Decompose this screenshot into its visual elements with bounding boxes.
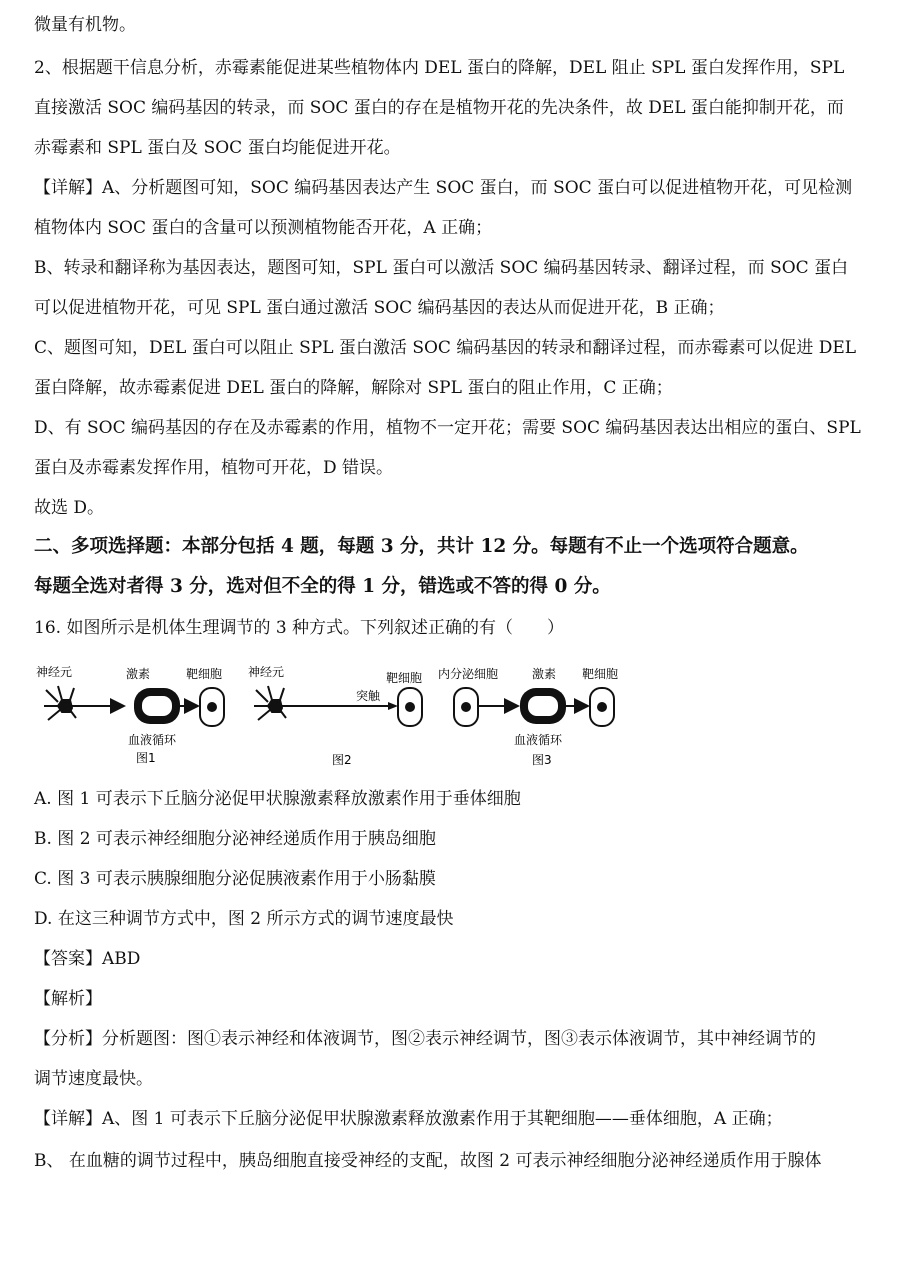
- text-line-1: 微量有机物。: [34, 15, 136, 35]
- analysis-line-3: 【详解】A、图 1 可表示下丘脑分泌促甲状腺激素释放激素作用于其靶细胞——垂体细胞，A 正确；: [34, 1109, 783, 1129]
- fig3-caption: 图3: [532, 753, 552, 767]
- text-line-2: 2、根据题干信息分析，赤霉素能促进某些植物体内 DEL 蛋白的降解，DEL 阻止 SPL 蛋白发挥作用，SPL: [34, 58, 845, 78]
- fig2-caption: 图2: [332, 753, 352, 767]
- fig2-synapse-terminal: [388, 702, 398, 710]
- section-heading-line-1: 二、多项选择题：本部分包括 4 题，每题 3 分，共计 12 分。每题有不止一个选项符合题意。: [34, 536, 809, 557]
- fig3-hormone-label: 激素: [532, 667, 557, 681]
- analysis-label: 【解析】: [34, 989, 102, 1009]
- fig1-neuron-label: 神经元: [36, 665, 73, 679]
- fig3-circulation-label: 血液循环: [514, 733, 563, 747]
- fig3-endocrine-label: 内分泌细胞: [438, 667, 499, 681]
- text-line-10: 蛋白降解，故赤霉素促进 DEL 蛋白的降解，解除对 SPL 蛋白的阻止作用，C 正确；: [34, 378, 673, 398]
- fig3-target-label: 靶细胞: [582, 667, 619, 681]
- text-line-5: 【详解】A、分析题图可知，SOC 编码基因表达产生 SOC 蛋白，而 SOC 蛋白可以促进植物开花，可见检测: [34, 178, 853, 198]
- figure-3: [438, 666, 618, 767]
- fig2-synapse-label: 突触: [356, 689, 381, 703]
- fig1-hormone-label: 激素: [126, 667, 151, 681]
- analysis-line-1: 【分析】分析题图：图①表示神经和体液调节，图②表示神经调节，图③表示体液调节，其中神经调节的: [34, 1029, 816, 1049]
- fig2-neuron-icon: [254, 686, 286, 720]
- figure-1: [36, 664, 224, 765]
- option-b: B. 图 2 可表示神经细胞分泌神经递质作用于胰岛细胞: [34, 829, 436, 849]
- text-line-11: D、有 SOC 编码基因的存在及赤霉素的作用，植物不一定开花；需要 SOC 编码基因表达出相应的蛋白、SPL: [34, 418, 861, 438]
- option-c: C. 图 3 可表示胰腺细胞分泌促胰液素作用于小肠黏膜: [34, 869, 436, 889]
- option-d: D. 在这三种调节方式中，图 2 所示方式的调节速度最快: [34, 909, 454, 929]
- fig1-neuron-icon: [44, 686, 76, 720]
- answer-line: 【答案】ABD: [34, 949, 141, 969]
- text-line-9: C、题图可知，DEL 蛋白可以阻止 SPL 蛋白激活 SOC 编码基因的转录和翻译过程，而赤霉素可以促进 DEL: [34, 338, 857, 358]
- question-stem: 16. 如图所示是机体生理调节的 3 种方式。下列叙述正确的有（ ）: [34, 618, 565, 638]
- analysis-line-2: 调节速度最快。: [34, 1069, 153, 1089]
- figure-2: [248, 664, 422, 767]
- regulation-figure: [36, 660, 636, 779]
- text-line-6: 植物体内 SOC 蛋白的含量可以预测植物能否开花，A 正确；: [34, 218, 493, 238]
- analysis-line-4: B、 在血糖的调节过程中，胰岛细胞直接受神经的支配，故图 2 可表示神经细胞分泌神经递质作用于腺体: [34, 1151, 822, 1171]
- text-line-13: 故选 D。: [34, 498, 105, 518]
- text-line-3: 直接激活 SOC 编码基因的转录，而 SOC 蛋白的存在是植物开花的先决条件，故 DEL 蛋白能抑制开花，而: [34, 98, 844, 118]
- text-line-7: B、转录和翻译称为基因表达，题图可知，SPL 蛋白可以激活 SOC 编码基因转录、翻译过程，而 SOC 蛋白: [34, 258, 849, 278]
- text-line-12: 蛋白及赤霉素发挥作用，植物可开花，D 错误。: [34, 458, 394, 478]
- fig1-circulation-label: 血液循环: [128, 733, 177, 747]
- fig1-caption: 图1: [136, 751, 156, 765]
- fig2-neuron-label: 神经元: [248, 665, 285, 679]
- section-heading-line-2: 每题全选对者得 3 分，选对但不全的得 1 分，错选或不答的得 0 分。: [34, 576, 611, 597]
- option-a: A. 图 1 可表示下丘脑分泌促甲状腺激素释放激素作用于垂体细胞: [34, 789, 521, 809]
- fig2-target-label: 靶细胞: [386, 671, 423, 685]
- fig1-target-label: 靶细胞: [186, 667, 223, 681]
- text-line-8: 可以促进植物开花，可见 SPL 蛋白通过激活 SOC 编码基因的表达从而促进开花，B 正确；: [34, 298, 725, 318]
- text-line-4: 赤霉素和 SPL 蛋白及 SOC 蛋白均能促进开花。: [34, 138, 401, 158]
